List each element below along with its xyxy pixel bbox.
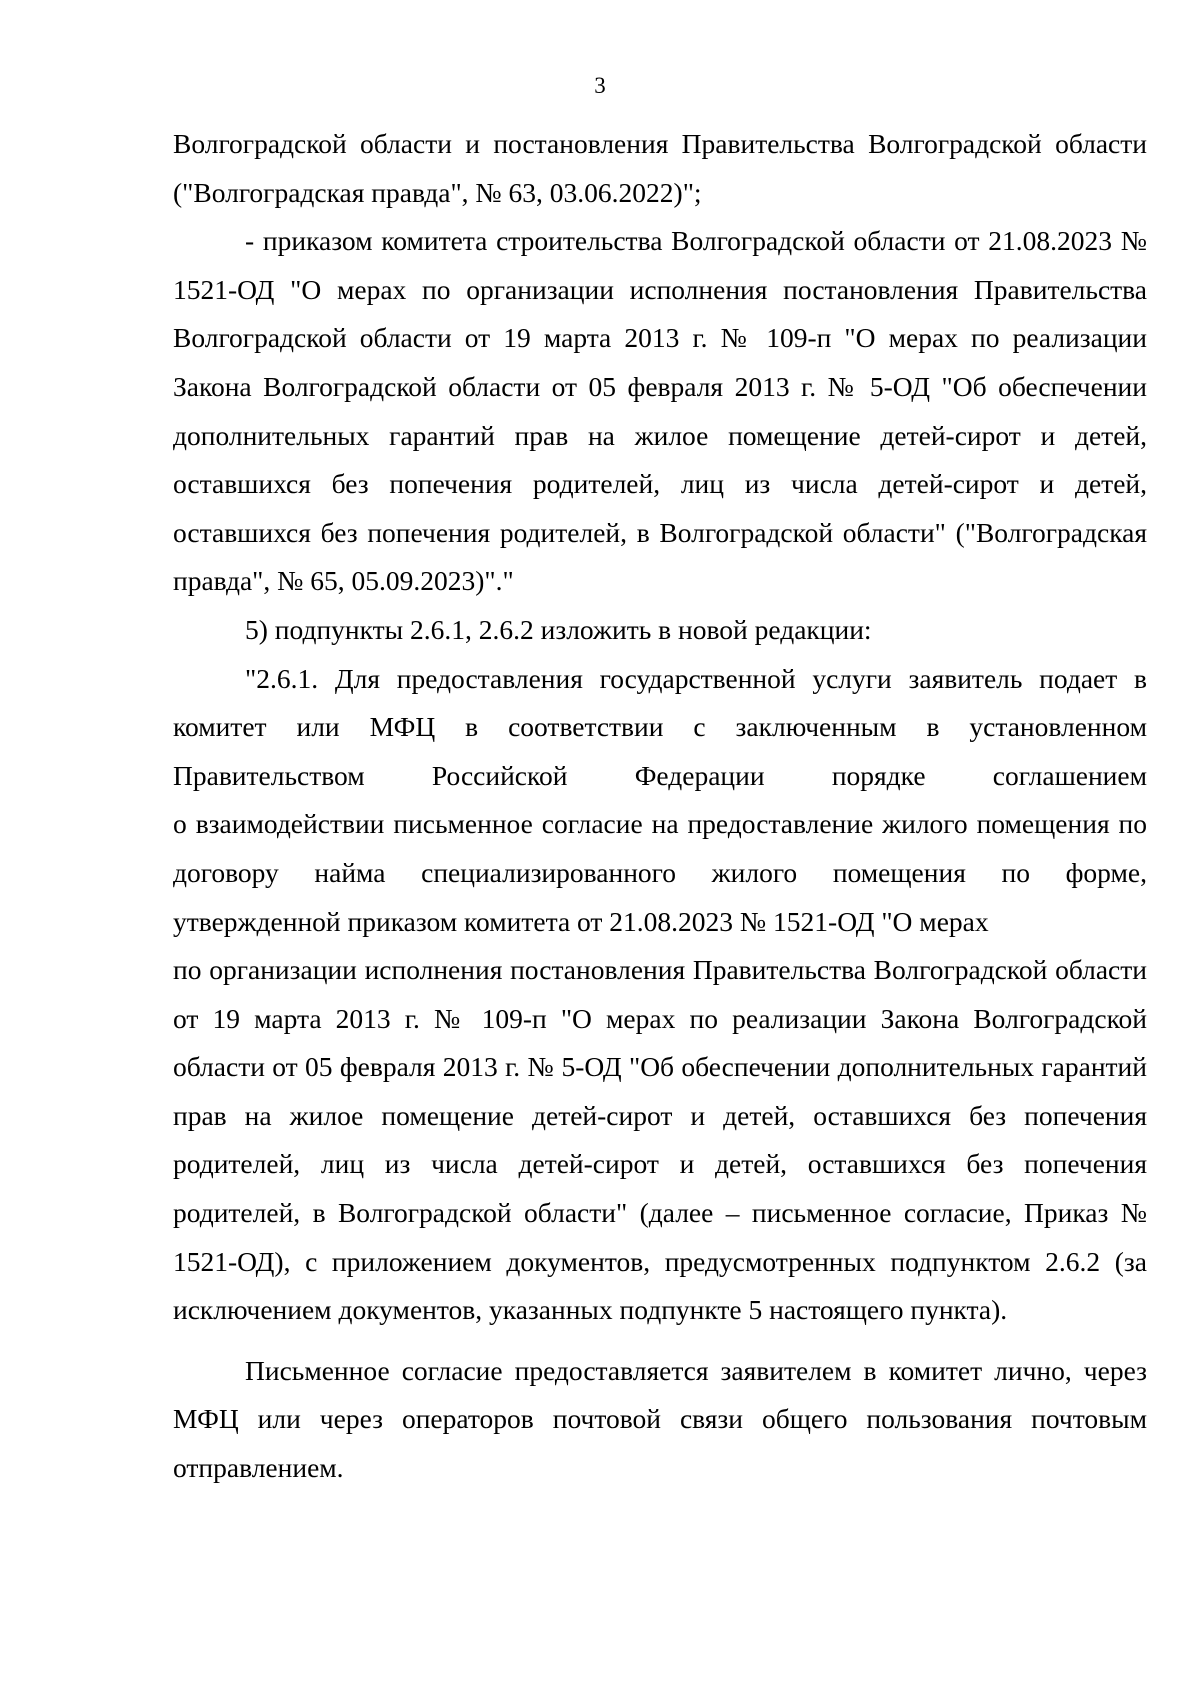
paragraph-written-consent: Письменное согласие предоставляется заявителем в комитет лично, через МФЦ или через операторов почтовой связи общего пользования почтовым отправлением. xyxy=(173,1354,1147,1484)
paragraph-continuation: Волгоградской области и постановления Правительства Волгоградской области ("Волгоградская правда", № 63, 03.06.2022)"; xyxy=(173,128,1147,208)
paragraph-2-6-1-part-1 xyxy=(173,655,1147,801)
paragraph-2-6-1-part-2: о взаимодействии письменное согласие на предоставление жилого помещения по договору найма специализированного жилого помещения по форме, утвержденной приказом комитета от 21.08.2023 № 1521-ОД "О мерах xyxy=(173,808,1147,937)
document-body xyxy=(173,120,1147,1493)
paragraph-item-5: 5) подпункты 2.6.1, 2.6.2 изложить в новой редакции: xyxy=(245,613,872,645)
paragraph-order-reference: - приказом комитета строительства Волгоградской области от 21.08.2023 № 1521-ОД "О мерах по организации исполнения постановления Правительства Волгоградской области от 19 марта 2013 г. № 109-п "О мерах по реализации Закона Волгоградской области от 05 февраля 2013 г. № 5-ОД "Об обеспечении дополнительных гарантий прав на жилое помещение детей-сирот и детей, оставшихся без попечения родителей, лиц из числа детей-сирот и детей, оставшихся без попечения родителей, в Волгоградской области" ("Волгоградская правда", № 65, 05.09.2023)"." xyxy=(173,225,1147,597)
paragraph-2-6-1 xyxy=(173,655,1147,1335)
paragraph-2-6-1-part-3: по организации исполнения постановления Правительства Волгоградской области от 19 марта 2013 г. № 109-п "О мерах по реализации Закона Волгоградской области от 05 февраля 2013 г. № 5-ОД "Об обеспечении дополнительных гарантий прав на жилое помещение детей-сирот и детей, оставшихся без попечения родителей, лиц из числа детей-сирот и детей, оставшихся без попечения родителей, в Волгоградской области" (далее – письменное согласие, Приказ № 1521-ОД), с приложением документов, предусмотренных подпунктом 2.6.2 (за исключением документов, указанных подпункте 5 настоящего пункта). xyxy=(173,954,1147,1326)
page-number: 3 xyxy=(594,73,606,98)
paragraph-2-6-1-text-1: "2.6.1. Для предоставления государственной услуги заявитель подает в комитет или МФЦ в соответствии с заключенным в установленном Правительством Российской Федерации порядке соглашением xyxy=(173,662,1147,791)
